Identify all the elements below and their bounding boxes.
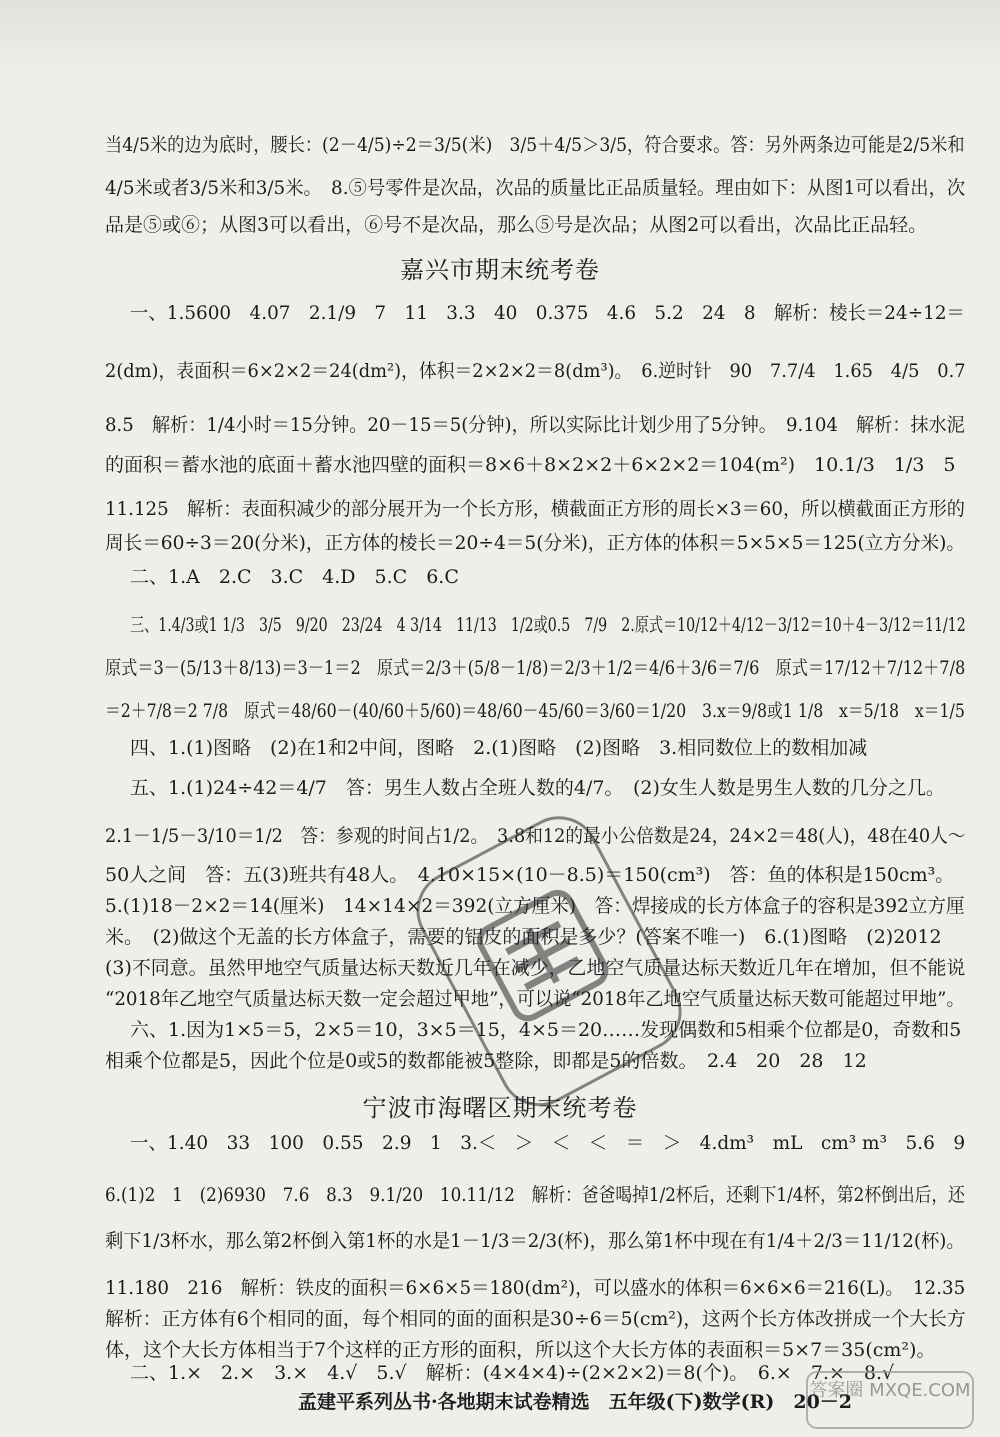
- section-heading-jiaxing: 嘉兴市期末统考卷: [400, 256, 600, 284]
- page-footer: 孟建平系列丛书·各地期末试卷精选 五年级(下)数学(R) 20－2: [298, 1391, 853, 1413]
- brand-watermark-text: 答案圈 MXQE.COM: [809, 1380, 971, 1401]
- answer-page: 当4/5米的边为底时，腰长：(2－4/5)÷2＝3/5(米) 3/5＋4/5＞3/5，符合要求。答：另外两条边可能是2/5米和 4/5米或者3/5米和3/5米。 8.⑤号零件是次品，次品的质量比正品质量轻。理由如下：从图1可以看出，次 品是⑤或⑥；从图3可以看出，⑥号不是次品，那么⑤号是次品；从图2可以看出，次品比正品轻。 嘉兴市期末统考卷 一、1.5600 4.07 2.1/9 7 11 3.3 40 0.375 4.6 5.2 24 8 解析：棱长＝24÷12＝ 2(dm)，表面积＝6×2×2＝24(dm²)，体积＝2×2×2＝8(dm³)。 6.逆时针 90 7.7/4 1.65 4/5 0.7 8.5 解析：1/4小时＝15分钟。20－15＝5(分钟)，所以实际比计划少用了5分钟。 9.104 解析：抹水泥 的面积＝蓄水池的底面＋蓄水池四壁的面积＝8×6＋8×2×2＋6×2×2＝104(m²) 10.1/3 1/3 5 11.125 解析：表面积减少的部分展开为一个长方形，横截面正方形的周长×3＝60，所以横截面正方形的 周长＝60÷3＝20(分米)，正方体的棱长＝20÷4＝5(分米)，正方体的体积＝5×5×5＝125(立方分米)。 二、1.A 2.C 3.C 4.D 5.C 6.C 三、1.4/3或1 1/3 3/5 9/20 23/24 4 3/14 11/13 1/2或0.5 7/9 2.原式＝10/12＋4/12－3/12＝10＋4－3/12＝11/12 原式＝3－(5/13＋8/13)＝3－1＝2 原式＝2/3＋(5/8－1/8)＝2/3＋1/2＝4/6＋3/6＝7/6 原式＝17/12＋7/12＋7/8 ＝2＋7/8＝2 7/8 原式＝48/60－(40/60＋5/60)＝48/60－45/60＝3/60＝1/20 3.x＝9/8或1 1/8 x＝5/18 x＝1/5 四、1.(1)图略 (2)在1和2中间，图略 2.(1)图略 (2)图略 3.相同数位上的数相加减 五、1.(1)24÷42＝4/7 答：男生人数占全班人数的4/7。 (2)女生人数是男生人数的几分之几。 2.1－1/5－3/10＝1/2 答：参观的时间占1/2。 3.8和12的最小公倍数是24，24×2＝48(人)，48在40人～ 50人之间 答：五(3)班共有48人。 4.10×15×(10－8.5)＝150(cm³) 答：鱼的体积是150cm³。 5.(1)18－2×2＝14(厘米) 14×14×2＝392(立方厘米) 答：焊接成的长方体盒子的容积是392立方厘 米。 (2)做这个无盖的长方体盒子，需要的铝皮的面积是多少？(答案不唯一) 6.(1)图略 (2)2012 (3)不同意。虽然甲地空气质量达标天数近几年在减少，乙地空气质量达标天数近几年在增加，但不能说 “2018年乙地空气质量达标天数一定会超过甲地”，可以说“2018年乙地空气质量达标天数可能超过甲地”。 六、1.因为1×5＝5，2×5＝10，3×5＝15，4×5＝20……发现偶数和5相乘个位都是0，奇数和5 相乘个位都是5，因此个位是0或5的数都能被5整除，即都是5的倍数。 2.4 20 28 12 宁波市海曙区期末统考卷 一、1.40 33 100 0.55 2.9 1 3.＜ ＞ ＜ ＜ ＝ ＞ 4.dm³ mL cm³ m³ 5.6 9 6.(1)2 1 (2)6930 7.6 8.3 9.1/20 10.11/12 解析：爸爸喝掉1/2杯后，还剩下1/4杯，第2杯倒出后，还 剩下1/3杯水，那么第2杯倒入第1杯的水是1－1/3＝2/3(杯)，那么第1杯中现在有1/4＋2/3＝11/12(杯)。 11.180 216 解析：铁皮的面积＝6×6×5＝180(dm²)，可以盛水的体积＝6×6×6＝216(L)。 12.35 解析：正方体有6个相同的面，每个相同的面的面积是30÷6＝5(cm²)，这两个长方体改拼成一个大长方 体，这个大长方体相当于7个这样的正方形的面积，所以这个大长方体的表面积＝5×7＝35(cm²)。 二、1.× 2.× 3.× 4.√ 5.√ 解析：(4×4×4)÷(2×2×2)＝8(个)。 6.× 7.× 8.√ 答案圈 MXQE.COM 孟建平系列丛书·各地期末试卷精选 五年级(下)数学(R) 20－2: [0, 0, 1000, 1437]
- section-heading-ningbo: 宁波市海曙区期末统考卷: [362, 1094, 638, 1122]
- scan-top-shadow: [0, 0, 1000, 78]
